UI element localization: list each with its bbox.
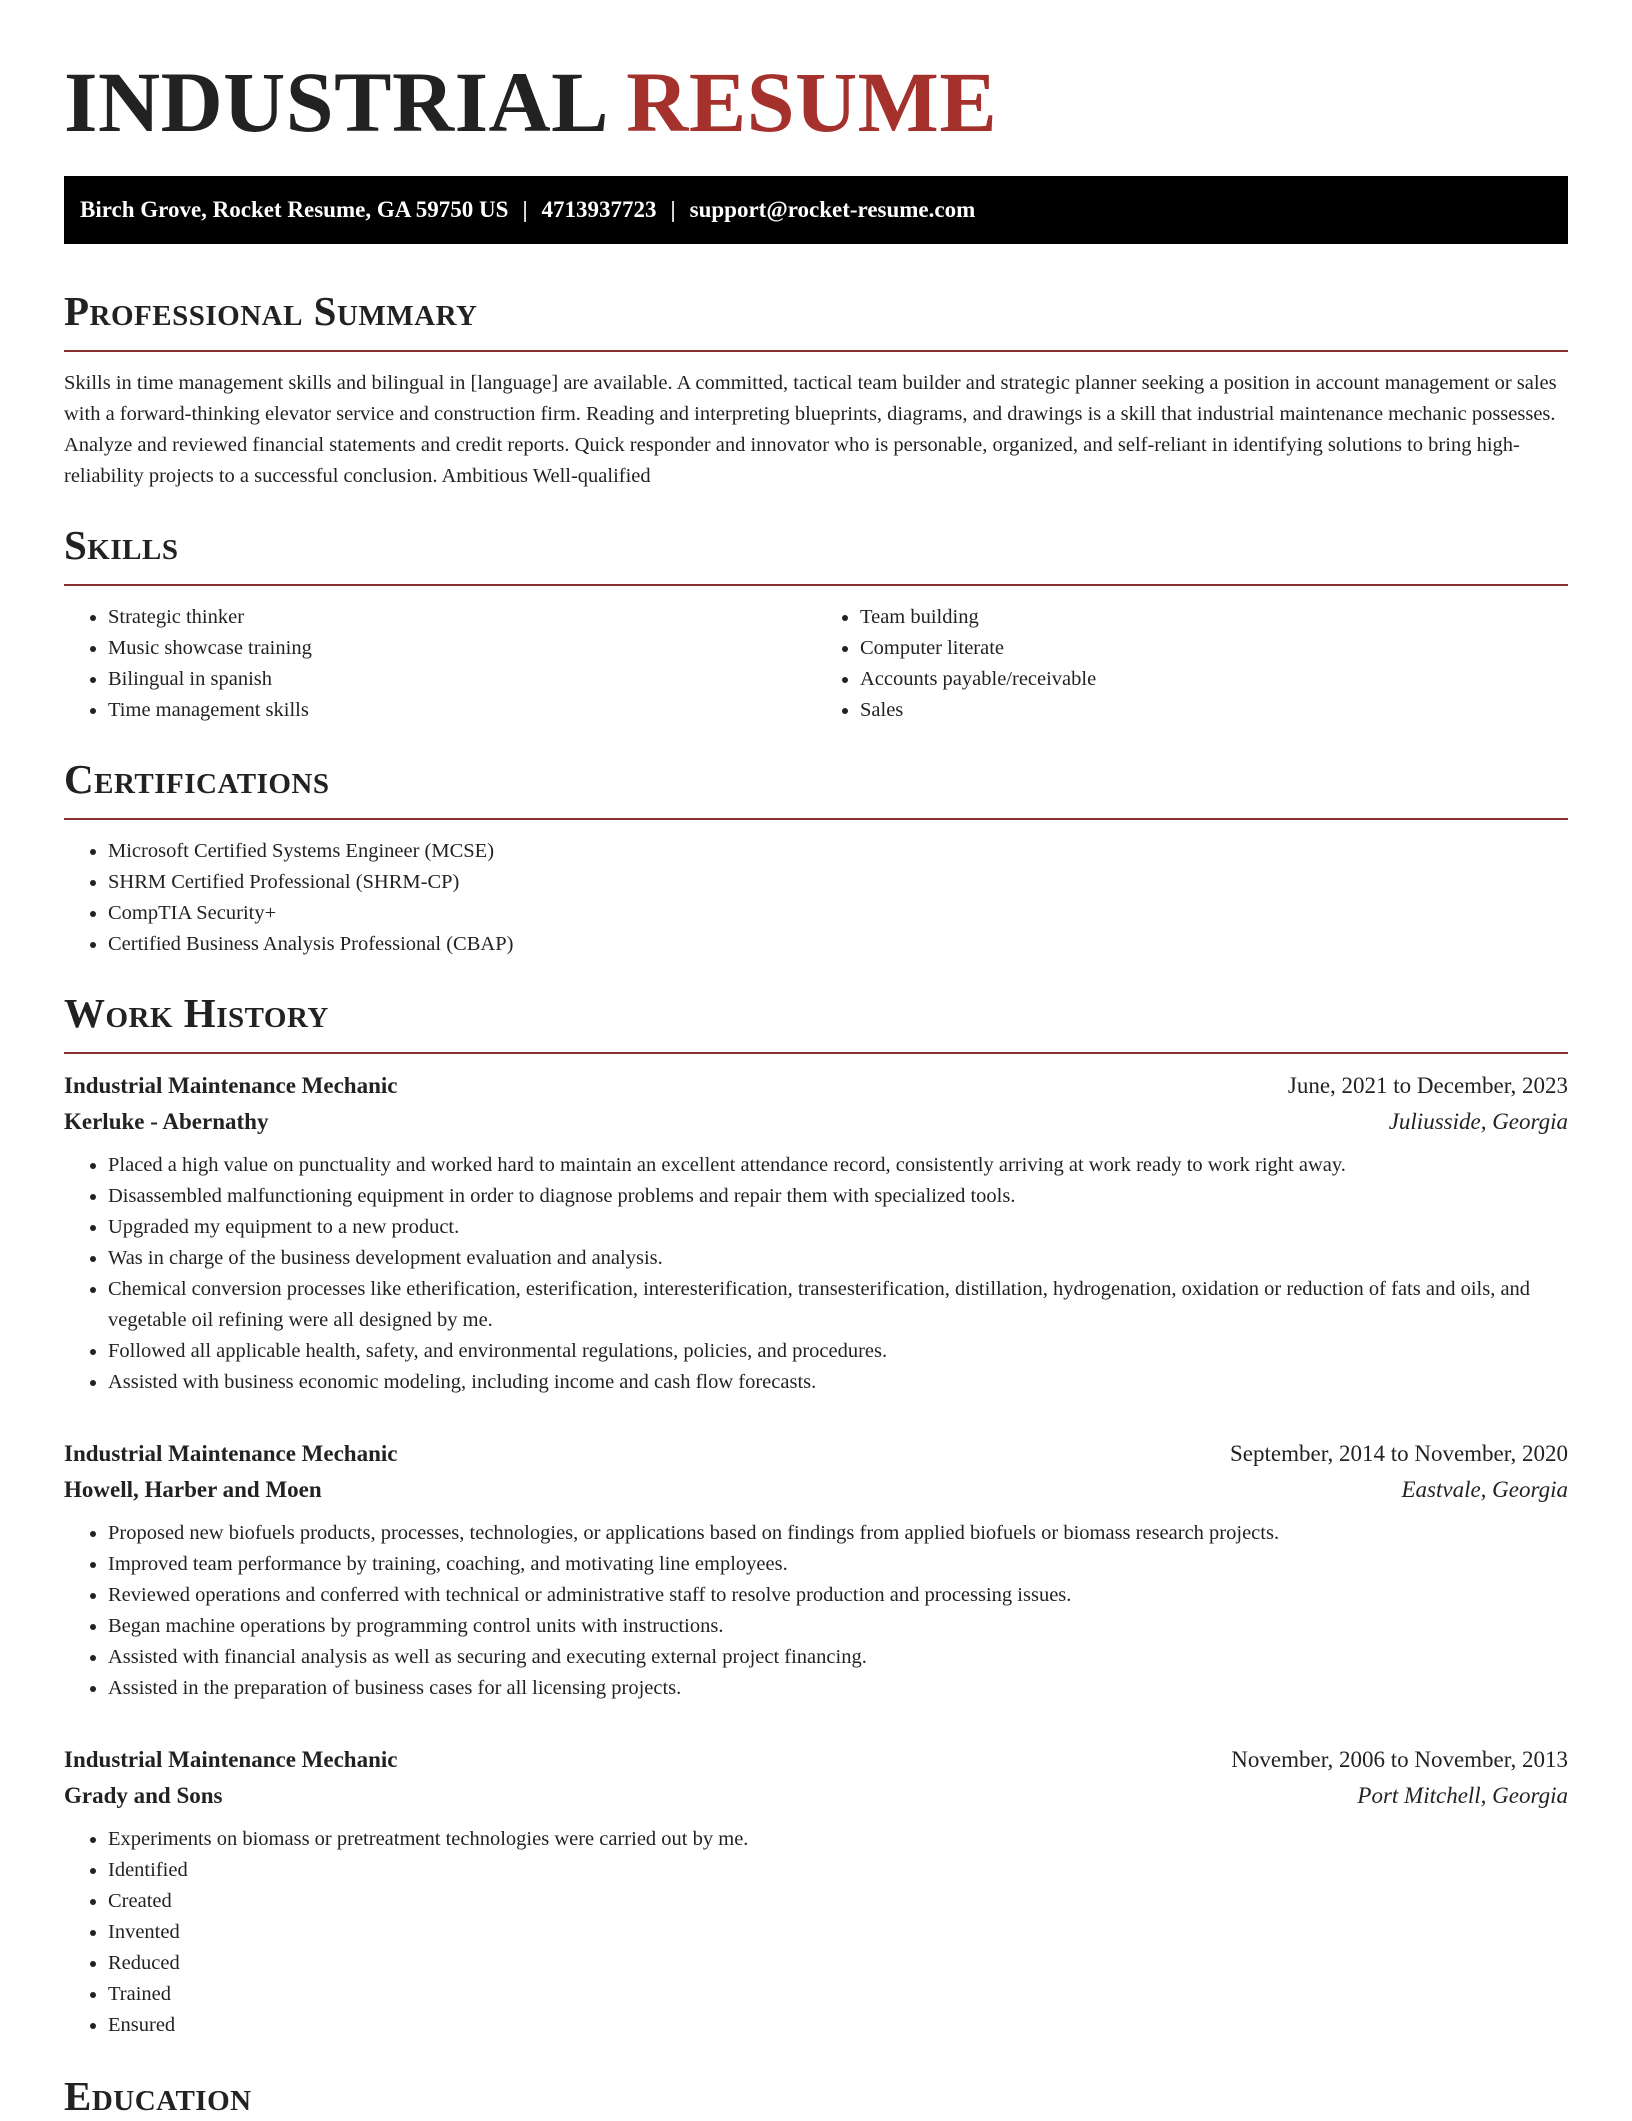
skill-item: • Strategic thinker xyxy=(108,602,816,633)
job-location: Eastvale, Georgia xyxy=(1401,1477,1568,1502)
section-divider xyxy=(64,350,1568,352)
job-duties-list xyxy=(64,1824,1568,2041)
job-duty-item: • Was in charge of the business development evaluation and analysis. xyxy=(108,1243,1568,1274)
job-entry xyxy=(64,1436,1568,1704)
job-duty-item: • Followed all applicable health, safety, and environmental regulations, policies, and procedures. xyxy=(108,1336,1568,1367)
job-duty-item: • Reduced xyxy=(108,1948,1568,1979)
title-second-word: RESUME xyxy=(626,54,998,150)
job-duty-item: • Trained xyxy=(108,1979,1568,2010)
summary-section xyxy=(64,286,1568,492)
job-duty-item: • Experiments on biomass or pretreatment technologies were carried out by me. xyxy=(108,1824,1568,1855)
title-first-word: INDUSTRIAL xyxy=(64,54,605,150)
certification-item: • CompTIA Security+ xyxy=(108,898,1568,929)
section-divider xyxy=(64,584,1568,586)
skill-item: • Music showcase training xyxy=(108,633,816,664)
skills-list-left xyxy=(64,602,816,726)
skill-item: • Computer literate xyxy=(860,633,1568,664)
job-duty-item: • Chemical conversion processes like etherification, esterification, interesterification, transesterification, distillation, hydrogenation, oxidation or reduction of fats and oils, and vegetable oil refining were all designed by me. xyxy=(108,1274,1568,1336)
skills-columns xyxy=(64,602,1568,726)
section-divider xyxy=(64,818,1568,820)
job-duty-item: • Assisted with financial analysis as well as securing and executing external project financing. xyxy=(108,1642,1568,1673)
job-company-row xyxy=(64,1778,1568,1814)
job-duty-item: • Began machine operations by programming control units with instructions. xyxy=(108,1611,1568,1642)
certification-item: • Microsoft Certified Systems Engineer (MCSE) xyxy=(108,836,1568,867)
job-company-row xyxy=(64,1104,1568,1140)
job-title: Industrial Maintenance Mechanic xyxy=(64,1441,398,1466)
job-company: Howell, Harber and Moen xyxy=(64,1477,322,1502)
job-duty-item: • Assisted with business economic modeling, including income and cash flow forecasts. xyxy=(108,1367,1568,1398)
job-company: Grady and Sons xyxy=(64,1783,223,1808)
certifications-heading: Certifications xyxy=(64,756,330,802)
skills-section xyxy=(64,520,1568,726)
contact-email: support@rocket-resume.com xyxy=(689,197,976,222)
job-dates: September, 2014 to November, 2020 xyxy=(1230,1441,1568,1466)
job-header-row xyxy=(64,1068,1568,1104)
skills-heading: Skills xyxy=(64,522,179,568)
job-location: Port Mitchell, Georgia xyxy=(1357,1783,1568,1808)
job-duty-item: • Placed a high value on punctuality and worked hard to maintain an excellent attendance record, consistently arriving at work ready to work right away. xyxy=(108,1150,1568,1181)
job-entry xyxy=(64,1068,1568,1398)
job-duty-item: • Assisted in the preparation of business cases for all licensing projects. xyxy=(108,1673,1568,1704)
job-company: Kerluke - Abernathy xyxy=(64,1109,269,1134)
education-heading: Education xyxy=(64,2073,252,2119)
job-duty-item: • Reviewed operations and conferred with technical or administrative staff to resolve production and processing issues. xyxy=(108,1580,1568,1611)
job-entry xyxy=(64,1742,1568,2041)
contact-separator: | xyxy=(522,197,528,222)
job-duties-list xyxy=(64,1150,1568,1398)
skills-list-right xyxy=(816,602,1568,726)
skill-item: • Accounts payable/receivable xyxy=(860,664,1568,695)
education-section xyxy=(64,2071,1568,2121)
job-duty-item: • Improved team performance by training, coaching, and motivating line employees. xyxy=(108,1549,1568,1580)
job-duty-item: • Identified xyxy=(108,1855,1568,1886)
job-company-row xyxy=(64,1472,1568,1508)
job-header-row xyxy=(64,1436,1568,1472)
resume-title xyxy=(64,52,1568,152)
job-duty-item: • Invented xyxy=(108,1917,1568,1948)
certifications-section xyxy=(64,754,1568,960)
job-duty-item: • Upgraded my equipment to a new product. xyxy=(108,1212,1568,1243)
contact-phone: 4713937723 xyxy=(541,197,657,222)
work-history-heading: Work History xyxy=(64,990,329,1036)
contact-bar xyxy=(64,176,1568,244)
contact-address: Birch Grove, Rocket Resume, GA 59750 US xyxy=(80,197,509,222)
certifications-list xyxy=(64,836,1568,960)
summary-heading: Professional Summary xyxy=(64,288,478,334)
skill-item: • Sales xyxy=(860,695,1568,726)
certification-item: • Certified Business Analysis Professional (CBAP) xyxy=(108,929,1568,960)
job-dates: November, 2006 to November, 2013 xyxy=(1231,1747,1568,1772)
job-duty-item: • Proposed new biofuels products, processes, technologies, or applications based on findings from applied biofuels or biomass research projects. xyxy=(108,1518,1568,1549)
certification-item: • SHRM Certified Professional (SHRM-CP) xyxy=(108,867,1568,898)
job-duty-item: • Created xyxy=(108,1886,1568,1917)
summary-text: Skills in time management skills and bilingual in [language] are available. A committed, tactical team builder and strategic planner seeking a position in account management or sales with a forward-thinking elevator service and construction firm. Reading and interpreting blueprints, diagrams, and drawings is a skill that industrial maintenance mechanic possesses. Analyze and reviewed financial statements and credit reports. Quick responder and innovator who is personable, organized, and self-reliant in identifying solutions to bring high-reliability projects to a successful conclusion. Ambitious Well-qualified xyxy=(64,372,1557,487)
work-history-section xyxy=(64,988,1568,2041)
job-title: Industrial Maintenance Mechanic xyxy=(64,1747,398,1772)
job-duties-list xyxy=(64,1518,1568,1704)
skill-item: • Team building xyxy=(860,602,1568,633)
job-title: Industrial Maintenance Mechanic xyxy=(64,1073,398,1098)
skill-item: • Bilingual in spanish xyxy=(108,664,816,695)
job-location: Juliusside, Georgia xyxy=(1388,1109,1568,1134)
contact-separator: | xyxy=(670,197,676,222)
section-divider xyxy=(64,1052,1568,1054)
job-duty-item: • Ensured xyxy=(108,2010,1568,2041)
skill-item: • Time management skills xyxy=(108,695,816,726)
job-duty-item: • Disassembled malfunctioning equipment in order to diagnose problems and repair them with specialized tools. xyxy=(108,1181,1568,1212)
job-header-row xyxy=(64,1742,1568,1778)
job-dates: June, 2021 to December, 2023 xyxy=(1287,1073,1568,1098)
